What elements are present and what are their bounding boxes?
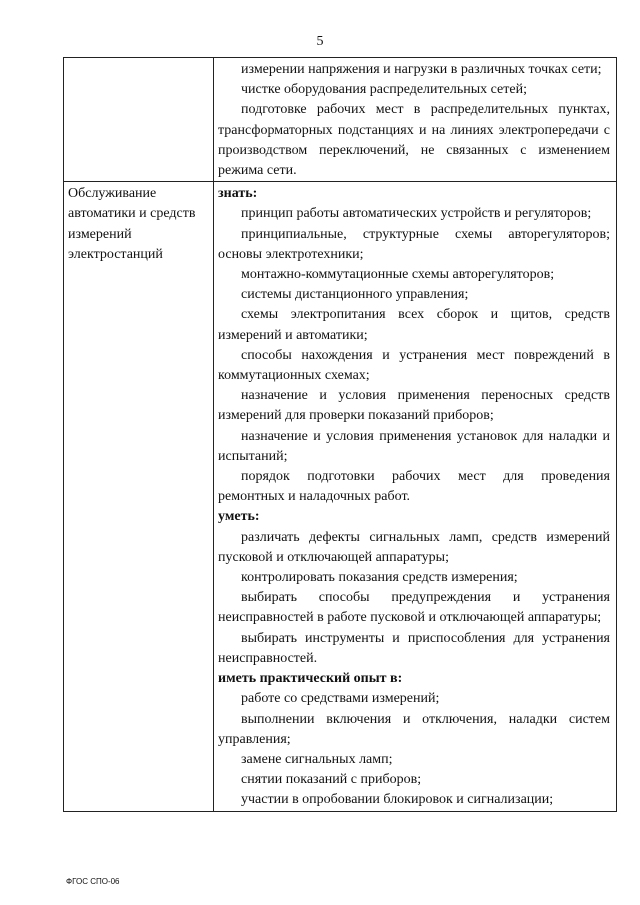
list-item: схемы электропитания всех сборок и щитов, средств измерений и автоматики;: [218, 307, 610, 343]
list-item: различать дефекты сигнальных ламп, средств измерений пусковой и отключающей аппаратуры;: [218, 529, 610, 565]
list-item: выбирать инструменты и приспособления для устранения неисправностей.: [218, 630, 610, 666]
row-content-cell: [214, 58, 617, 182]
section-heading-can: уметь:: [218, 509, 260, 525]
list-item: измерении напряжения и нагрузки в различных точках сети;: [241, 62, 602, 77]
section-heading-experience: иметь практический опыт в:: [218, 671, 403, 687]
list-item: назначение и условия применения установок для наладки и испытаний;: [218, 428, 610, 464]
competency-table: [63, 57, 617, 812]
list-item: назначение и условия применения переносных средств измерений для проверки показаний приборов;: [218, 388, 610, 424]
list-item: способы нахождения и устранения мест повреждений в коммутационных схемах;: [218, 347, 610, 384]
list-item: системы дистанционного управления;: [241, 287, 469, 303]
list-item: замене сигнальных ламп;: [241, 751, 393, 767]
list-item: подготовке рабочих мест в распределительных пунктах, трансформаторных подстанциях и на линиях электропередачи с производством переключений, не связанных с изменением режима сети.: [218, 102, 610, 179]
row-content-cell: [214, 182, 617, 811]
row-label-cell: [64, 58, 214, 182]
list-item: снятии показаний с приборов;: [241, 772, 422, 788]
list-item: работе со средствами измерений;: [241, 691, 440, 707]
list-item: принципиальные, структурные схемы авторегуляторов; основы электротехники;: [218, 226, 610, 262]
row-label-cell: Обслуживание автоматики и средств измерений электростанций: [64, 182, 214, 811]
page-number: 5: [316, 34, 324, 49]
list-item: участии в опробовании блокировок и сигнализации;: [241, 792, 554, 808]
section-heading-know: знать:: [218, 186, 258, 202]
table-row: [64, 58, 617, 182]
list-item: чистке оборудования распределительных сетей;: [241, 82, 527, 98]
list-item: контролировать показания средств измерения;: [241, 570, 518, 586]
list-item: монтажно-коммутационные схемы авторегуляторов;: [241, 267, 555, 283]
table-row: [64, 182, 617, 811]
list-item: принцип работы автоматических устройств и регуляторов;: [241, 206, 592, 222]
list-item: выбирать способы предупреждения и устранения неисправностей в работе пусковой и отключающей аппаратуры;: [218, 590, 610, 626]
list-item: выполнении включения и отключения, наладки систем управления;: [218, 711, 610, 747]
list-item: порядок подготовки рабочих мест для проведения ремонтных и наладочных работ.: [218, 469, 610, 505]
footer-label: ФГОС СПО-06: [66, 877, 120, 886]
